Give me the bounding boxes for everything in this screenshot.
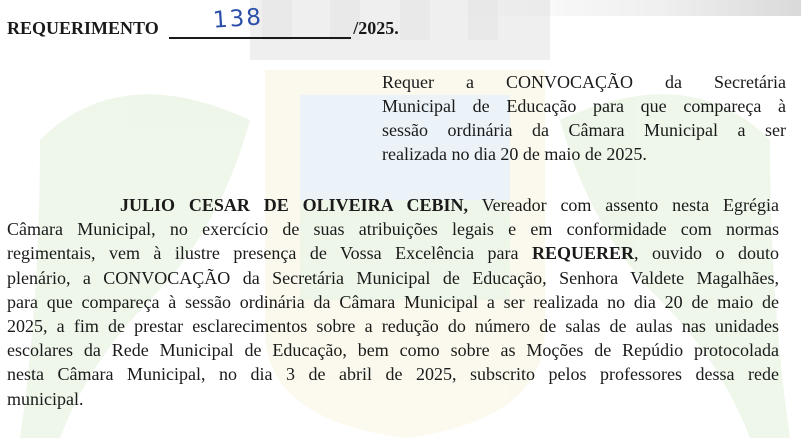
request-number-field <box>169 4 351 39</box>
body-line: para que compareça à sessão ordinária da Câmara Municipal a ser realizada no dia 20 de maio de <box>7 291 779 312</box>
body-text-fragment: , ouvido o douto <box>634 243 779 264</box>
body-text-fragment: regimentais, vem à ilustre presença de Vossa Excelência para <box>7 243 533 264</box>
handwritten-request-number: 138 <box>212 4 264 34</box>
request-keyword: REQUERER <box>532 243 635 264</box>
request-body <box>7 193 779 411</box>
body-line: escolares da Rede Municipal de Educação, bem como sobre as Moções de Repúdio protocolada <box>7 340 779 361</box>
summary-line: Requer a CONVOCAÇÃO da Secretária <box>382 72 786 92</box>
author-name: JULIO CESAR DE OLIVEIRA CEBIN, <box>120 195 469 215</box>
request-summary <box>382 70 786 166</box>
request-header <box>7 4 399 39</box>
body-line: municipal. <box>7 388 84 409</box>
body-line: nesta Câmara Municipal, no dia 3 de abril de 2025, subscrito pelos professores dessa rede <box>7 364 779 385</box>
body-line <box>7 241 779 265</box>
body-line: 2025, a fim de prestar esclarecimentos sobre a redução do número de salas de aulas nas unidades <box>7 316 779 337</box>
body-line: Câmara Municipal, no exercício de suas atribuições legais e em conformidade com normas <box>7 219 779 240</box>
body-line <box>7 193 779 217</box>
summary-line: sessão ordinária da Câmara Municipal a ser <box>382 120 786 140</box>
request-year: /2025. <box>353 18 399 38</box>
summary-line: realizada no dia 20 de maio de 2025. <box>382 144 647 164</box>
body-line: plenário, a CONVOCAÇÃO da Secretária Municipal de Educação, Senhora Valdete Magalhães, <box>7 267 779 288</box>
body-text-fragment: Vereador com assento nesta Egrégia <box>468 195 779 215</box>
request-label: REQUERIMENTO <box>7 18 159 38</box>
summary-line: Municipal de Educação para que compareça à <box>382 96 786 116</box>
